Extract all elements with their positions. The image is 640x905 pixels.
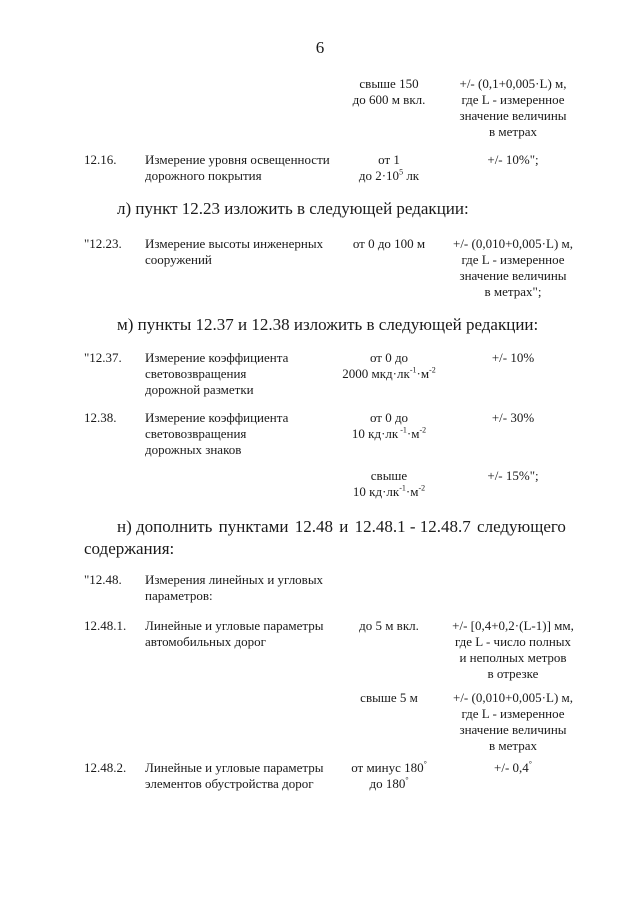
- description-text: Измерения линейных и угловых: [145, 572, 324, 587]
- accuracy-text: +/- [0,4+0,2·(L-1)] мм,: [452, 618, 574, 633]
- range-cell: [330, 236, 448, 252]
- description-text: дорожной разметки: [145, 382, 254, 397]
- description-text: Измерение высоты инженерных: [145, 236, 324, 251]
- accuracy-cell: [438, 618, 588, 682]
- description-text: Линейные и угловые параметры: [145, 618, 324, 633]
- range-cell: [330, 760, 448, 792]
- item-number: 12.48.1.: [84, 618, 127, 633]
- heading-word: 12.48: [294, 517, 333, 536]
- item-number: 12.48.2.: [84, 760, 127, 775]
- accuracy-text: в метрах";: [484, 284, 542, 299]
- accuracy-text: и неполных метров: [459, 650, 567, 665]
- accuracy-cell: [438, 152, 588, 168]
- description-text: световозвращения: [145, 366, 247, 381]
- section-heading-n-continuation: содержания:: [84, 539, 175, 558]
- range-text: свыше 150: [359, 76, 419, 91]
- accuracy-text: в отрезке: [487, 666, 539, 681]
- range-text: до 180°: [369, 775, 409, 791]
- accuracy-text: +/- 0,4°: [494, 759, 532, 775]
- accuracy-cell: [438, 236, 588, 300]
- accuracy-text: +/- (0,010+0,005·L) м,: [452, 236, 573, 251]
- description-cell: [145, 572, 335, 604]
- accuracy-text: где L - число полных: [454, 634, 572, 649]
- description-text: Линейные и угловые параметры: [145, 760, 324, 775]
- heading-word: н) дополнить: [117, 517, 213, 536]
- range-text: до 600 м вкл.: [352, 92, 426, 107]
- range-text: от 0 до: [369, 410, 409, 425]
- range-text: до 5 м вкл.: [359, 618, 419, 633]
- heading-word: пунктами: [218, 517, 289, 536]
- accuracy-text: +/- 30%: [491, 410, 535, 425]
- accuracy-text: значение величины: [459, 268, 567, 283]
- description-text: параметров:: [145, 588, 213, 603]
- accuracy-cell: [438, 76, 588, 140]
- section-heading-l: л) пункт 12.23 изложить в следующей редакции:: [117, 199, 469, 218]
- description-text: автомобильных дорог: [145, 634, 266, 649]
- item-number: "12.48.: [84, 572, 122, 587]
- accuracy-cell: [438, 468, 588, 484]
- range-cell: [330, 410, 448, 442]
- description-text: дорожного покрытия: [145, 168, 262, 183]
- description-cell: [145, 410, 335, 458]
- accuracy-text: +/- 10%: [491, 350, 535, 365]
- range-text: от 0 до: [369, 350, 409, 365]
- range-text: до $2\cdot 10^5$ лк: [358, 167, 420, 183]
- range-text: 10 $кд\cdot лк^{-1}\cdot м^{-2}$: [352, 483, 426, 499]
- description-text: элементов обустройства дорог: [145, 776, 314, 791]
- accuracy-cell: [438, 760, 588, 776]
- range-text: от 0 до 100 м: [352, 236, 426, 251]
- item-number: 12.38.: [84, 410, 117, 425]
- range-text: свыше: [370, 468, 408, 483]
- accuracy-text: в метрах: [489, 124, 537, 139]
- range-cell: [330, 152, 448, 184]
- range-cell: [330, 350, 448, 382]
- description-text: Измерение коэффициента: [145, 410, 289, 425]
- accuracy-text: значение величины: [459, 722, 567, 737]
- range-cell: [330, 690, 448, 706]
- range-cell: [330, 468, 448, 500]
- page-number: 6: [315, 38, 325, 57]
- section-heading-n: [117, 516, 566, 538]
- description-cell: [145, 236, 335, 268]
- description-text: дорожных знаков: [145, 442, 242, 457]
- description-text: Измерение коэффициента: [145, 350, 289, 365]
- range-text: от минус 180°: [351, 759, 427, 775]
- accuracy-text: где L - измеренное: [461, 92, 565, 107]
- range-text: 10 кд·лк $^{-1}\cdot м^{-2}$: [351, 425, 427, 441]
- range-text: от 1: [378, 152, 400, 167]
- accuracy-text: где L - измеренное: [461, 252, 565, 267]
- description-cell: [145, 618, 335, 650]
- accuracy-text: значение величины: [459, 108, 567, 123]
- accuracy-text: где L - измеренное: [461, 706, 565, 721]
- range-text: 2000 $мкд\cdot лк^{-1}\cdot м^{-2}$: [342, 365, 436, 381]
- heading-word: следующего: [477, 517, 566, 536]
- accuracy-cell: [438, 410, 588, 426]
- item-number: "12.37.: [84, 350, 122, 365]
- accuracy-cell: [438, 690, 588, 754]
- description-text: Измерение уровня освещенности: [145, 152, 330, 167]
- range-text: свыше 5 м: [360, 690, 418, 705]
- accuracy-text: +/- (0,1+0,005·L) м,: [459, 76, 567, 91]
- heading-word: и: [339, 517, 349, 536]
- item-number: 12.16.: [84, 152, 117, 167]
- accuracy-text: +/- 15%";: [487, 468, 539, 483]
- item-number: "12.23.: [84, 236, 122, 251]
- description-text: световозвращения: [145, 426, 247, 441]
- accuracy-text: +/- (0,010+0,005·L) м,: [452, 690, 573, 705]
- description-cell: [145, 760, 335, 792]
- accuracy-text: +/- 10%";: [487, 152, 539, 167]
- description-text: сооружений: [145, 252, 212, 267]
- range-cell: [330, 76, 448, 108]
- description-cell: [145, 350, 335, 398]
- heading-word: 12.48.1 - 12.48.7: [354, 517, 471, 536]
- section-heading-m: м) пункты 12.37 и 12.38 изложить в следующей редакции:: [117, 315, 539, 334]
- description-cell: [145, 152, 335, 184]
- accuracy-cell: [438, 350, 588, 366]
- range-cell: [330, 618, 448, 634]
- accuracy-text: в метрах: [489, 738, 537, 753]
